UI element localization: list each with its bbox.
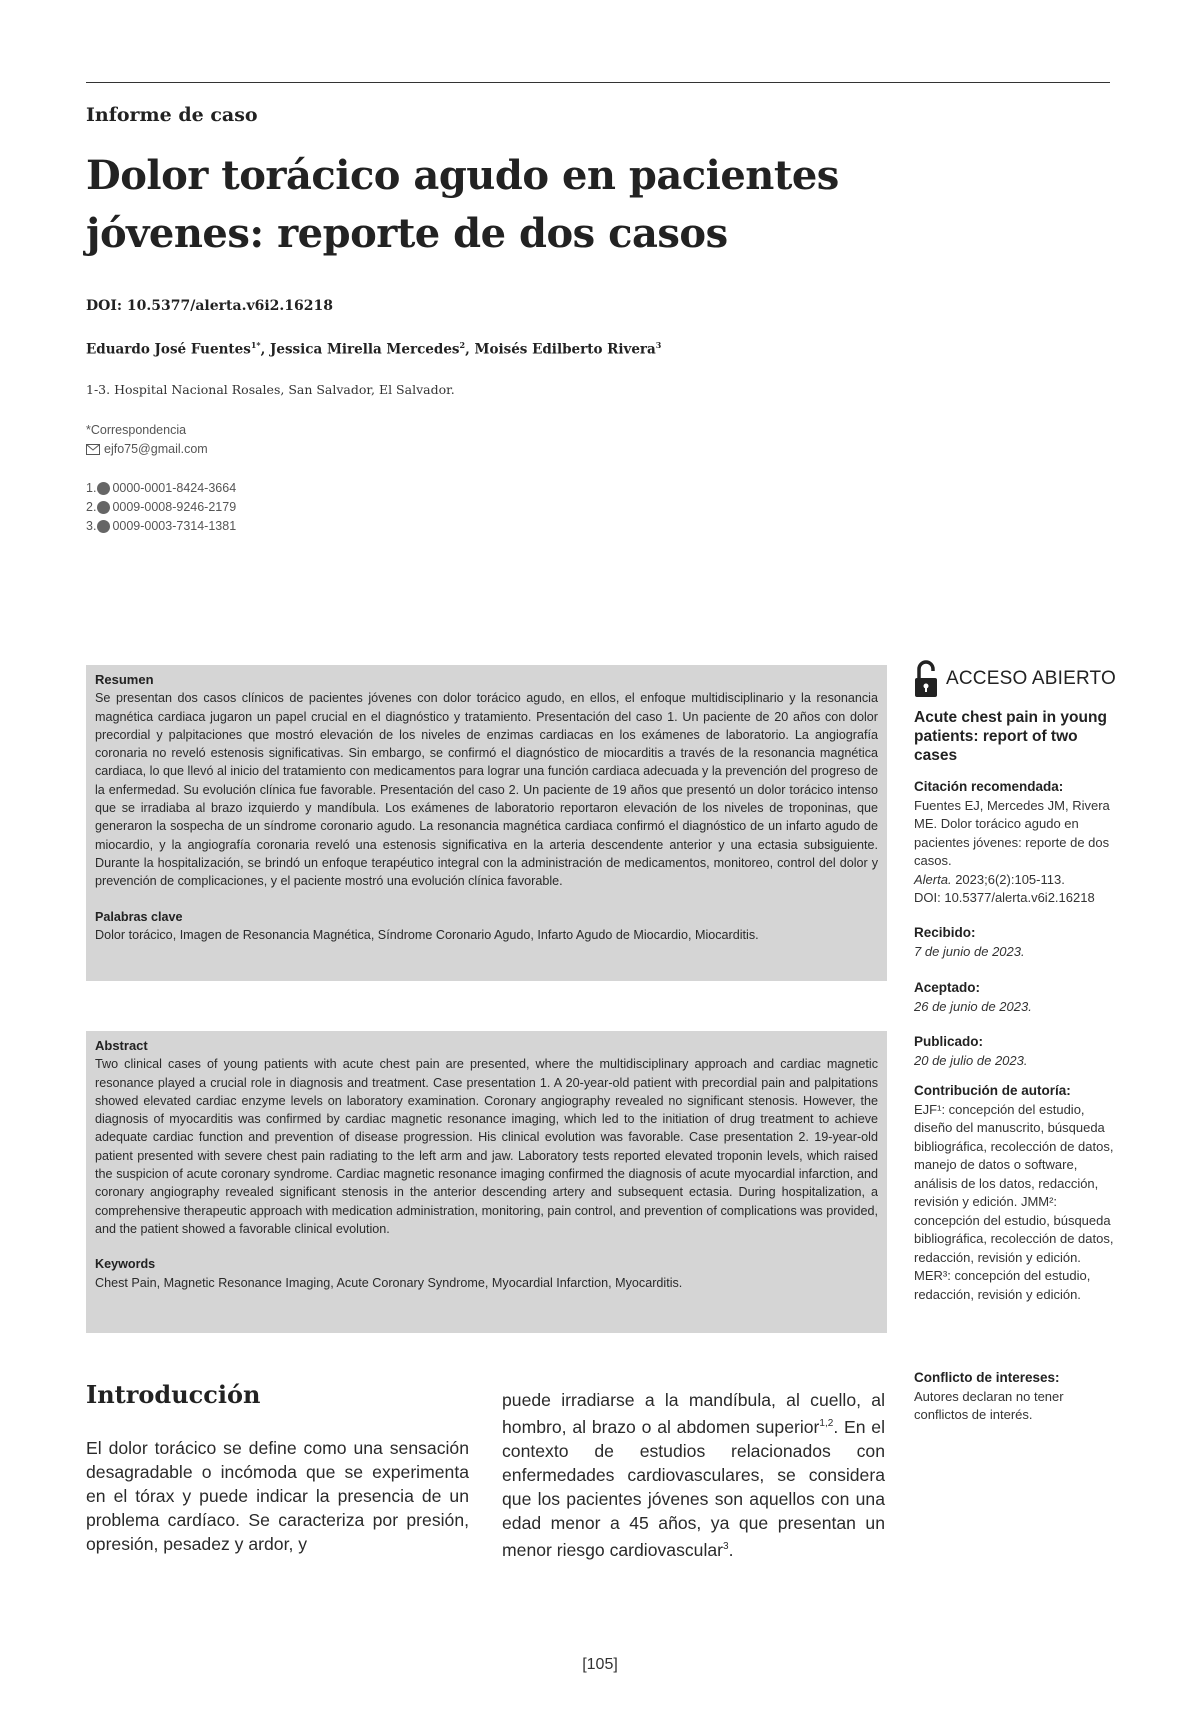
author-name: Moisés Edilberto Rivera <box>474 341 656 358</box>
citation-doi[interactable]: DOI: 10.5377/alerta.v6i2.16218 <box>914 890 1095 905</box>
resumen-text: Se presentan dos casos clínicos de pacientes jóvenes con dolor torácico agudo, en ellos, el enfoque multidisciplinario y la resonancia magnética cardiaca jugaron un papel crucial en el diagnóstico y tratamiento. Presentación del caso 1. Un paciente de 20 años con dolor precordial y palpitaciones que mostró elevación de los niveles de enzimas cardiacas en los exámenes de laboratorio. La angiografía coronaria no reveló estenosis significativas. Sin embargo, se confirmó el diagnóstico de miocarditis a través de la resonancia magnética cardiaca, lo que llevó al inicio del tratamiento con medicamentos para lograr una función cardiaca adecuada y la prevención del progreso de la enfermedad. Su evolución clínica fue favorable. Presentación del caso 2. Un paciente de 19 años que presentó un dolor torácico intenso que se irradiaba al brazo izquierdo y mandíbula. Los exámenes de laboratorio reportaron elevación de los niveles de troponinas, que generaron la sospecha de un síndrome coronario agudo. La resonancia magnética cardiaca confirmó el diagnóstico de un infarto agudo de miocardio, y la angiografía coronaria reveló una estenosis significativa en la arteria descendente anterior y una ectasia subsiguiente. Durante la hospitalización, se brindó un enfoque terapéutico integral con la administración de medicamentos, monitoreo, control del dolor y prevención de complicaciones, y el paciente mostró una evolución clínica favorable. <box>95 691 878 889</box>
intro-column-2 <box>502 1388 885 1562</box>
orcid-icon <box>97 520 110 533</box>
article-type: Informe de caso <box>86 104 258 126</box>
correspondence-email-row[interactable] <box>86 440 208 459</box>
author-name: Jessica Mirella Mercedes <box>269 341 460 358</box>
published-label: Publicado: <box>914 1034 984 1049</box>
intro-column-1: El dolor torácico se define como una sensación desagradable o incómoda que se experimenta en el tórax y puede indicar la presencia de un problema cardíaco. Se caracteriza por presión, opresión, pesadez y ardor, y <box>86 1438 469 1554</box>
citation-ref-sup[interactable]: 3 <box>723 1540 729 1552</box>
title-line-1: Dolor torácico agudo en pacientes <box>86 152 839 199</box>
conflict-label: Conflicto de intereses: <box>914 1370 1060 1385</box>
received-label: Recibido: <box>914 925 976 940</box>
affiliation: 1-3. Hospital Nacional Rosales, San Salvador, El Salvador. <box>86 382 455 397</box>
author-affil-sup: 3 <box>655 340 662 350</box>
orcid-id[interactable]: 0000-0001-8424-3664 <box>112 481 237 495</box>
conflict-text: Autores declaran no tener conflictos de interés. <box>914 1388 1064 1422</box>
accepted-label: Aceptado: <box>914 980 981 995</box>
resumen-heading: Resumen <box>95 672 154 687</box>
author-affil-sup: 1* <box>250 340 261 350</box>
keywords: Chest Pain, Magnetic Resonance Imaging, Acute Coronary Syndrome, Myocardial Infarction, Myocarditis. <box>95 1275 683 1290</box>
accepted-date <box>914 979 1120 1016</box>
orcid-num: 3. <box>86 519 97 533</box>
abstract-heading: Abstract <box>95 1038 148 1053</box>
article-title <box>86 147 846 263</box>
orcid-icon <box>97 501 110 514</box>
resumen-box <box>86 665 887 981</box>
correspondence-label: *Correspondencia <box>86 423 187 437</box>
author-list: Eduardo José Fuentes$^{1*}$, Jessica Mirella Mercedes$^2$, Moisés Edilberto Rivera$^3$ <box>86 340 662 358</box>
citation-source <box>914 871 1120 890</box>
orcid-row[interactable] <box>86 517 236 536</box>
open-access-label: ACCESO ABIERTO <box>946 668 1116 689</box>
orcid-num: 2. <box>86 500 97 514</box>
citation-ref: 2023;6(2):105-113. <box>955 871 1065 887</box>
published-value: 20 de julio de 2023. <box>914 1052 1028 1068</box>
published-date <box>914 1033 1120 1070</box>
palabras-clave: Dolor torácico, Imagen de Resonancia Magnética, Síndrome Coronario Agudo, Infarto Agudo de Miocardio, Miocarditis. <box>95 927 759 942</box>
orcid-row[interactable] <box>86 498 236 517</box>
open-access-badge <box>914 660 1116 698</box>
citation-journal: Alerta. <box>914 871 952 887</box>
doi-link[interactable]: DOI: 10.5377/alerta.v6i2.16218 <box>86 298 333 314</box>
top-rule <box>86 82 1110 83</box>
contrib-label: Contribución de autoría: <box>914 1083 1071 1098</box>
accepted-value: 26 de junio de 2023. <box>914 998 1032 1014</box>
unlocked-padlock-icon <box>914 660 938 698</box>
received-value: 7 de junio de 2023. <box>914 943 1025 959</box>
recommended-citation <box>914 778 1120 908</box>
citation-label: Citación recomendada: <box>914 779 1064 794</box>
keywords-heading: Keywords <box>95 1257 156 1272</box>
english-title: Acute chest pain in young patients: report of two cases <box>914 709 1107 764</box>
orcid-list <box>86 479 236 536</box>
received-date <box>914 924 1120 961</box>
citation-text: Fuentes EJ, Mercedes JM, Rivera ME. Dolor torácico agudo en pacientes jóvenes: reporte de dos casos. <box>914 797 1110 868</box>
correspondence-email[interactable]: ejfo75@gmail.com <box>104 442 208 456</box>
title-line-2: jóvenes: reporte de dos casos <box>86 210 728 257</box>
conflict-of-interest <box>914 1369 1120 1425</box>
page-number: [105] <box>582 1656 618 1673</box>
author-name: Eduardo José Fuentes <box>86 341 251 358</box>
orcid-id[interactable]: 0009-0003-7314-1381 <box>112 519 237 533</box>
citation-ref-sup[interactable]: 1,2 <box>819 1418 834 1429</box>
abstract-box <box>86 1031 887 1333</box>
author-affil-sup: 2 <box>459 340 466 350</box>
intro-heading: Introducción <box>86 1380 261 1409</box>
orcid-row[interactable] <box>86 479 236 498</box>
orcid-id[interactable]: 0009-0008-9246-2179 <box>112 500 237 514</box>
author-contributions <box>914 1082 1120 1304</box>
envelope-icon <box>86 444 100 455</box>
contrib-text: EJF¹: concepción del estudio, diseño del manuscrito, búsqueda bibliográfica, recolección de datos, manejo de datos o software, análisis de los datos, redacción, revisión y edición. JMM²: concepción del estudio, búsqueda bibliográfica, recolección de datos, redacción, revisión y edición. MER³: concepción del estudio, redacción, revisión y edición. <box>914 1101 1114 1302</box>
intro-text: . En el contexto de estudios relacionados con enfermedades cardiovasculares, se considera que los pacientes jóvenes son aquellos con una edad menor a 45 años, ya que presentan un menor riesgo cardiovascular <box>502 1416 885 1560</box>
intro-text: puede irradiarse a la mandíbula, al cuello, al hombro, al brazo o al abdomen superior <box>502 1390 885 1437</box>
orcid-num: 1. <box>86 481 97 495</box>
intro-text: . <box>728 1539 734 1560</box>
orcid-icon <box>97 482 110 495</box>
palabras-clave-heading: Palabras clave <box>95 909 183 924</box>
abstract-text: Two clinical cases of young patients with acute chest pain are presented, where the multidisciplinary approach and cardiac magnetic resonance played a crucial role in diagnosis and treatment. Case presentation 1. A 20-year-old patient with precordial pain and palpitations showed elevated cardiac enzyme levels on laboratory examination. Coronary angiography revealed no significant stenosis. However, the diagnosis of myocarditis was confirmed by cardiac magnetic resonance imaging, which led to the initiation of drug treatment to achieve adequate cardiac function and prevention of disease progression. His clinical evolution was favorable. Case presentation 2. 19-year-old patient presented with severe chest pain radiating to the left arm and jaw. Laboratory tests reported elevated troponin levels, which raised the suspicion of acute coronary syndrome. Cardiac magnetic resonance imaging confirmed the diagnosis of acute myocardial infarction, and coronary angiography revealed significant stenosis in the anterior descending artery and subsequent ectasia. During hospitalization, a comprehensive therapeutic approach with medication administration, monitoring, pain control, and prevention of complications was provided, and the patient showed a favorable clinical evolution. <box>95 1057 878 1236</box>
correspondence <box>86 421 208 459</box>
